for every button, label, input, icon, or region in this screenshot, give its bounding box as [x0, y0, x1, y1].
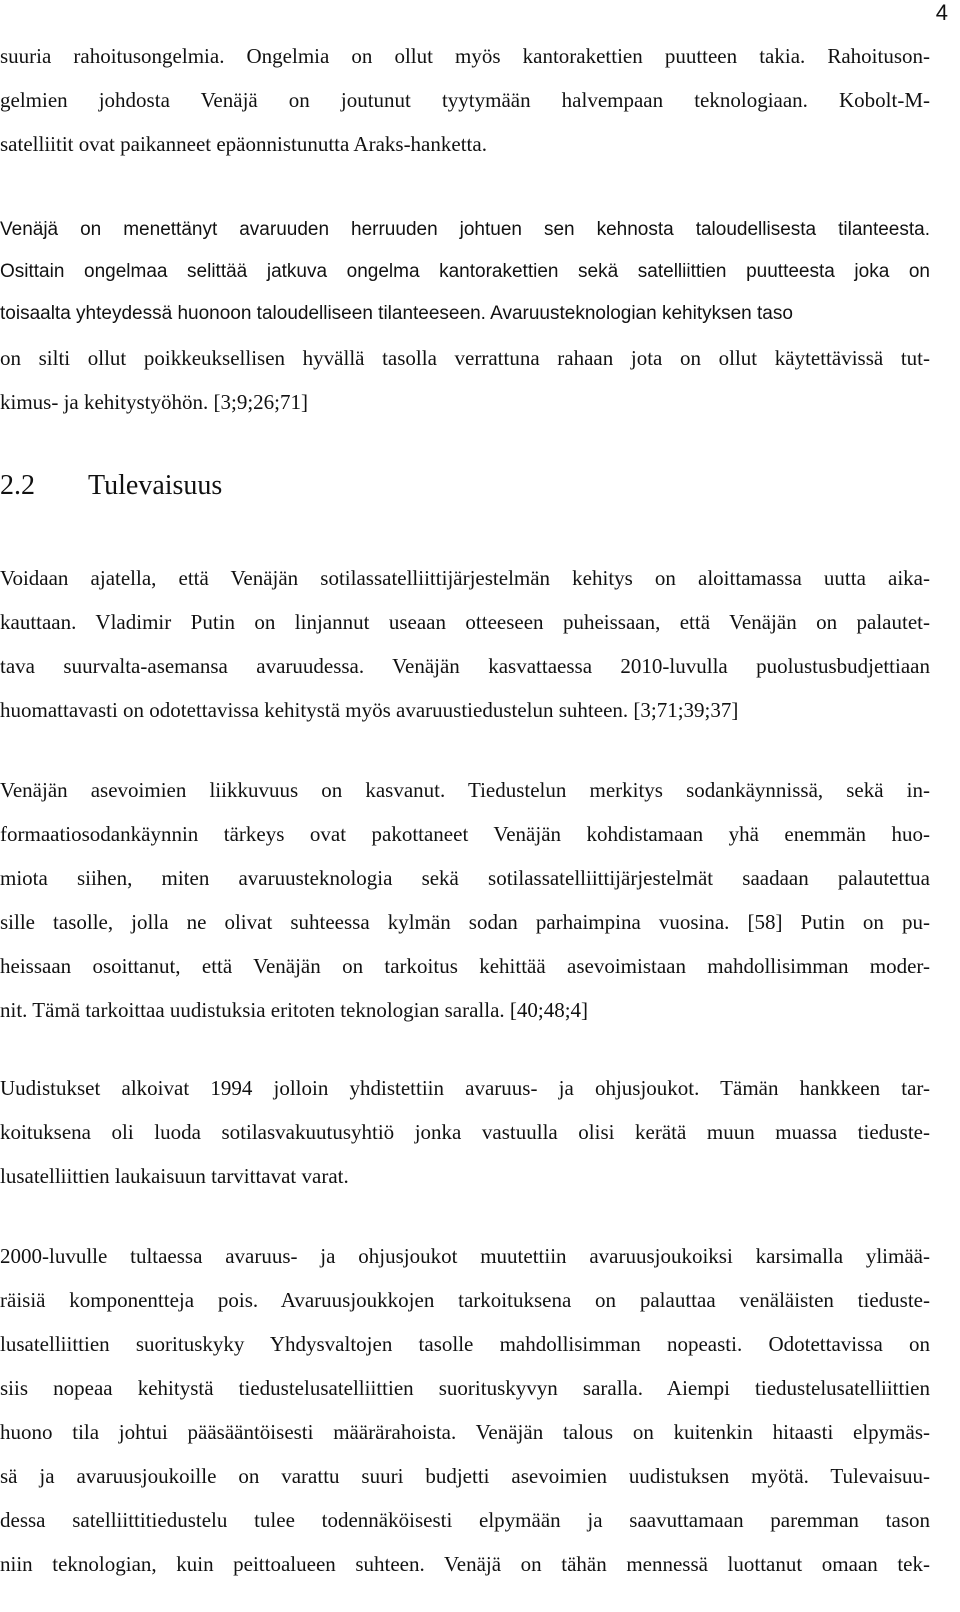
text-line: Osittain ongelmaa selittää jatkuva ongelma kantorakettien sekä satelliittien puutteesta joka on — [0, 261, 930, 282]
text-line: sä ja avaruusjoukoille on varattu suuri budjetti asevoimien uudistuksen myötä. Tulevaisuu- — [0, 1464, 930, 1488]
text-line: huono tila johtui pääsääntöisesti määrärahoista. Venäjän talous on kuitenkin hitaasti elpymäs- — [0, 1420, 930, 1444]
section-number: 2.2 — [0, 470, 35, 501]
text-line: niin teknologian, kuin peittoalueen suhteen. Venäjä on tähän mennessä luottanut omaan tek- — [0, 1552, 930, 1576]
text-line: Venäjän asevoimien liikkuvuus on kasvanut. Tiedustelun merkitys sodankäynnissä, sekä in- — [0, 778, 930, 802]
text-line: räisiä komponentteja pois. Avaruusjoukkojen tarkoituksena on palauttaa venäläisten tiedustе- — [0, 1288, 930, 1312]
text-line: Uudistukset alkoivat 1994 jolloin yhdistettiin avaruus- ja ohjusjoukot. Tämän hankkeen tar- — [0, 1076, 930, 1100]
text-line: heissaan osoittanut, että Venäjän on tarkoitus kehittää asevoimistaan mahdollisimman moder- — [0, 954, 930, 978]
text-line: kauttaan. Vladimir Putin on linjannut useaan otteeseen puheissaan, että Venäjän on palautet- — [0, 610, 930, 634]
text-line: koituksena oli luoda sotilasvakuutusyhtiö jonka vastuulla olisi kerätä muun muassa tiedustе- — [0, 1120, 930, 1144]
section-title: Tulevaisuus — [88, 470, 223, 501]
text-line: satelliitit ovat paikanneet epäonnistunutta Araks-hanketta. — [0, 132, 487, 156]
text-line: suuria rahoitusongelmia. Ongelmia on ollut myös kantorakettien puutteen takia. Rahoituson- — [0, 44, 930, 68]
text-line: tava suurvalta-asemansa avaruudessa. Venäjän kasvattaessa 2010-luvulla puolustusbudjettiaan — [0, 654, 930, 678]
text-line: 2000-luvulle tultaessa avaruus- ja ohjusjoukot muutettiin avaruusjoukoiksi karsimalla ylimää- — [0, 1244, 930, 1268]
text-line: on silti ollut poikkeuksellisen hyvällä tasolla verrattuna rahaan jota on ollut käytettävissä tut- — [0, 346, 930, 370]
text-line: huomattavasti on odotettavissa kehitystä myös avaruustiedustelun suhteen. [3;71;39;37] — [0, 698, 739, 722]
text-line — [0, 292, 793, 336]
section-heading — [0, 464, 222, 508]
text-line: kimus- ja kehitystyöhön. [3;9;26;71] — [0, 390, 308, 414]
text-line: lusatelliittien laukaisuun tarvittavat varat. — [0, 1164, 349, 1188]
text-line-part: toisaalta yhteydessä huonoon taloudelliseen tilanteeseen. Avaruusteknologian kehityksen taso — [0, 303, 793, 324]
text-line: dessa satelliittitiedustelu tulee todennäköisesti elpymään ja saavuttamaan paremman tason — [0, 1508, 930, 1532]
text-line: Venäjä on menettänyt avaruuden herruuden johtuen sen kehnosta taloudellisesta tilanteesta. — [0, 219, 930, 240]
page-number: 4 — [935, 0, 948, 25]
text-line: Voidaan ajatella, että Venäjän sotilassatelliittijärjestelmän kehitys on aloittamassa uutta aika- — [0, 566, 930, 590]
text-line: siis nopeaa kehitystä tiedustelusatelliittien suorituskyvyn saralla. Aiempi tiedustelusatelliittien — [0, 1376, 930, 1400]
text-line: sille tasolle, jolla ne olivat suhteessa kylmän sodan parhaimpina vuosina. [58] Putin on pu- — [0, 910, 930, 934]
text-line: lusatelliittien suorituskyky Yhdysvaltojen tasolle mahdollisimman nopeasti. Odotettavissa on — [0, 1332, 930, 1356]
text-line: gelmien johdosta Venäjä on joutunut tyytymään halvempaan teknologiaan. Kobolt-M- — [0, 88, 930, 112]
text-line: miota siihen, miten avaruusteknologia sekä sotilassatelliittijärjestelmät saadaan palautettua — [0, 866, 930, 890]
text-line: formaatiosodankäynnin tärkeys ovat pakottaneet Venäjän kohdistamaan yhä enemmän huo- — [0, 822, 930, 846]
text-line: nit. Tämä tarkoittaa uudistuksia eritoten teknologian saralla. [40;48;4] — [0, 998, 589, 1022]
